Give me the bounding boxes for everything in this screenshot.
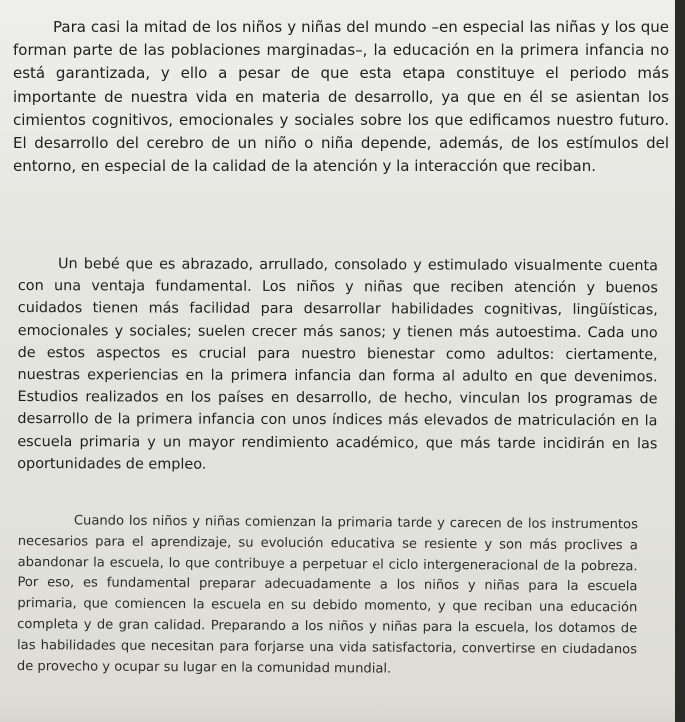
page-bottom-shadow	[0, 706, 675, 722]
paragraph-3: Cuando los niños y niñas comienzan la primaria tarde y carecen de los instrumentos necesarios para el aprendizaje, su evolución educativa se resiente y son más proclives a abandonar la escuela, lo que contribuye a perpetuar el ciclo intergeneracional de la pobreza. Por eso, es fundamental preparar adecuadamente a los niños y niñas para la escuela primaria, que comiencen la escuela en su debido momento, y que reciban una educación completa y de gran calidad. Preparando a los niños y niñas para la escuela, los dotamos de las habilidades que necesitan para forjarse una vida satisfactoria, convertirse en ciudadanos de provecho y ocupar su lugar en la comunidad mundial.	[16, 513, 638, 677]
paragraph-2: Un bebé que es abrazado, arrullado, consolado y estimulado visualmente cuenta con una ventaja fundamental. Los niños y niñas que reciben atención y buenos cuidados tienen más facilidad para desarrollar habilidades cognitivas, lingüísticas, emocionales y sociales; suelen crecer más sanos; y tienen más autoestima. Cada uno de estos aspectos es crucial para nuestro bienestar como adultos: ciertamente, nuestras experiencias en la primera infancia dan forma al adulto en que devenimos. Estudios realizados en los países en desarrollo, de hecho, vinculan los programas de desarrollo de la primera infancia con unos índices más elevados de matriculación en la escuela primaria y un mayor rendimiento académico, que más tarde incidirán en las oportunidades de empleo.	[17, 256, 658, 473]
paragraph-1: Para casi la mitad de los niños y niñas del mundo –en especial las niñas y los que forman parte de las poblaciones marginadas–, la educación en la primera infancia no está garantizada, y ello a pesar de que esta etapa constituye el periodo más importante de nuestra vida en materia de desarrollo, ya que en él se asientan los cimientos cognitivos, emocionales y sociales sobre los que edificamos nuestro futuro. El desarrollo del cerebro de un niño o niña depende, además, de los estímulos del entorno, en especial de la calidad de la atención y la interacción que reciban.	[13, 18, 669, 176]
